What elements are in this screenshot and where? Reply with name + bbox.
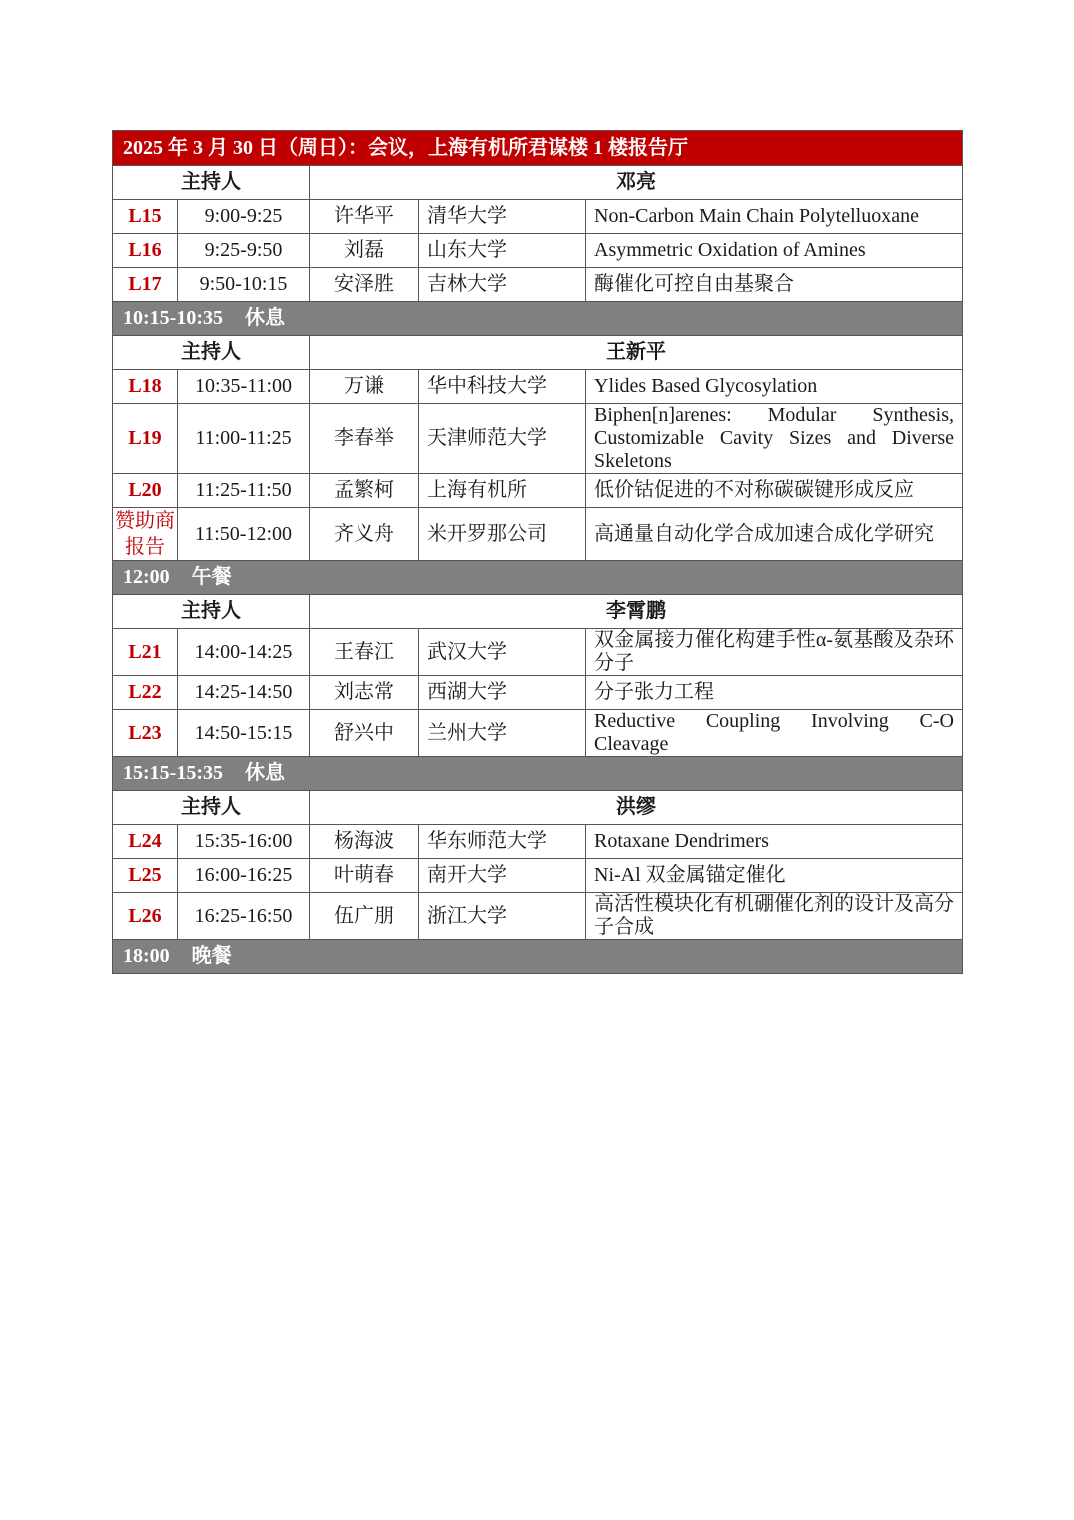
talk-time: 9:50-10:15 (178, 268, 310, 302)
talk-time: 14:00-14:25 (178, 629, 310, 676)
speaker-institution: 华东师范大学 (419, 825, 586, 859)
talk-row (113, 404, 963, 474)
talk-code: L15 (113, 200, 178, 234)
talk-title: Reductive Coupling Involving C-O Cleavage (586, 710, 963, 757)
speaker-name: 刘志常 (310, 676, 419, 710)
break-label: 午餐 (191, 566, 232, 588)
talk-title: 分子张力工程 (586, 676, 963, 710)
break-label: 休息 (244, 307, 285, 329)
host-name: 洪缪 (310, 791, 963, 825)
talk-code: L16 (113, 234, 178, 268)
talk-title: Biphen[n]arenes: Modular Synthesis, Customizable Cavity Sizes and Diverse Skeletons (586, 404, 963, 474)
speaker-name: 王春江 (310, 629, 419, 676)
host-row (113, 791, 963, 825)
speaker-name: 舒兴中 (310, 710, 419, 757)
talk-code: L20 (113, 474, 178, 508)
talk-row (113, 474, 963, 508)
speaker-name: 孟繁柯 (310, 474, 419, 508)
speaker-institution: 武汉大学 (419, 629, 586, 676)
break-row (113, 561, 963, 595)
talk-code: L26 (113, 893, 178, 940)
talk-time: 9:25-9:50 (178, 234, 310, 268)
break-label: 休息 (244, 762, 285, 784)
speaker-name: 伍广朋 (310, 893, 419, 940)
break-cell (113, 757, 963, 791)
schedule-header: 2025 年 3 月 30 日（周日）：会议，上海有机所君谋楼 1 楼报告厅 (113, 131, 963, 166)
talk-time: 16:25-16:50 (178, 893, 310, 940)
speaker-name: 齐义舟 (310, 508, 419, 561)
speaker-name: 李春举 (310, 404, 419, 474)
host-label: 主持人 (113, 166, 310, 200)
speaker-institution: 清华大学 (419, 200, 586, 234)
talk-code: L24 (113, 825, 178, 859)
host-label: 主持人 (113, 336, 310, 370)
talk-time: 11:50-12:00 (178, 508, 310, 561)
talk-title: Asymmetric Oxidation of Amines (586, 234, 963, 268)
break-cell (113, 940, 963, 974)
host-name: 邓亮 (310, 166, 963, 200)
speaker-institution: 兰州大学 (419, 710, 586, 757)
talk-row (113, 200, 963, 234)
host-row (113, 166, 963, 200)
talk-time: 9:00-9:25 (178, 200, 310, 234)
speaker-institution: 华中科技大学 (419, 370, 586, 404)
host-label: 主持人 (113, 791, 310, 825)
speaker-institution: 山东大学 (419, 234, 586, 268)
break-row (113, 302, 963, 336)
break-cell (113, 302, 963, 336)
speaker-institution: 西湖大学 (419, 676, 586, 710)
talk-code: 赞助商报告 (113, 508, 178, 561)
talk-code: L22 (113, 676, 178, 710)
break-label: 晚餐 (191, 945, 232, 967)
talk-row (113, 893, 963, 940)
speaker-name: 万谦 (310, 370, 419, 404)
host-label: 主持人 (113, 595, 310, 629)
talk-code: L17 (113, 268, 178, 302)
talk-title: Non-Carbon Main Chain Polytelluoxane (586, 200, 963, 234)
break-time: 18:00 (123, 945, 170, 967)
break-time: 15:15-15:35 (123, 762, 223, 784)
talk-title: Ylides Based Glycosylation (586, 370, 963, 404)
break-row (113, 757, 963, 791)
break-row (113, 940, 963, 974)
talk-time: 11:25-11:50 (178, 474, 310, 508)
talk-title: 双金属接力催化构建手性α-氨基酸及杂环分子 (586, 629, 963, 676)
break-time: 10:15-10:35 (123, 307, 223, 329)
host-name: 王新平 (310, 336, 963, 370)
header-row (113, 131, 963, 166)
break-time: 12:00 (123, 566, 170, 588)
speaker-name: 杨海波 (310, 825, 419, 859)
speaker-institution: 天津师范大学 (419, 404, 586, 474)
talk-row (113, 234, 963, 268)
talk-row (113, 676, 963, 710)
talk-time: 16:00-16:25 (178, 859, 310, 893)
talk-code: L21 (113, 629, 178, 676)
talk-row (113, 268, 963, 302)
talk-row (113, 859, 963, 893)
talk-title: 高活性模块化有机硼催化剂的设计及高分子合成 (586, 893, 963, 940)
speaker-institution: 上海有机所 (419, 474, 586, 508)
speaker-name: 刘磊 (310, 234, 419, 268)
speaker-name: 许华平 (310, 200, 419, 234)
talk-time: 15:35-16:00 (178, 825, 310, 859)
talk-row (113, 629, 963, 676)
speaker-institution: 浙江大学 (419, 893, 586, 940)
break-cell (113, 561, 963, 595)
talk-title: 高通量自动化学合成加速合成化学研究 (586, 508, 963, 561)
speaker-institution: 吉林大学 (419, 268, 586, 302)
talk-code: L23 (113, 710, 178, 757)
talk-row (113, 370, 963, 404)
talk-time: 14:25-14:50 (178, 676, 310, 710)
talk-row (113, 825, 963, 859)
talk-title: Rotaxane Dendrimers (586, 825, 963, 859)
speaker-institution: 南开大学 (419, 859, 586, 893)
talk-row (113, 508, 963, 561)
talk-title: Ni-Al 双金属锚定催化 (586, 859, 963, 893)
host-row (113, 336, 963, 370)
talk-code: L19 (113, 404, 178, 474)
speaker-name: 安泽胜 (310, 268, 419, 302)
host-row (113, 595, 963, 629)
talk-row (113, 710, 963, 757)
speaker-name: 叶萌春 (310, 859, 419, 893)
schedule-table (112, 130, 963, 974)
talk-code: L18 (113, 370, 178, 404)
talk-code: L25 (113, 859, 178, 893)
host-name: 李霄鹏 (310, 595, 963, 629)
talk-time: 11:00-11:25 (178, 404, 310, 474)
talk-title: 酶催化可控自由基聚合 (586, 268, 963, 302)
talk-time: 10:35-11:00 (178, 370, 310, 404)
talk-time: 14:50-15:15 (178, 710, 310, 757)
talk-title: 低价钴促进的不对称碳碳键形成反应 (586, 474, 963, 508)
speaker-institution: 米开罗那公司 (419, 508, 586, 561)
